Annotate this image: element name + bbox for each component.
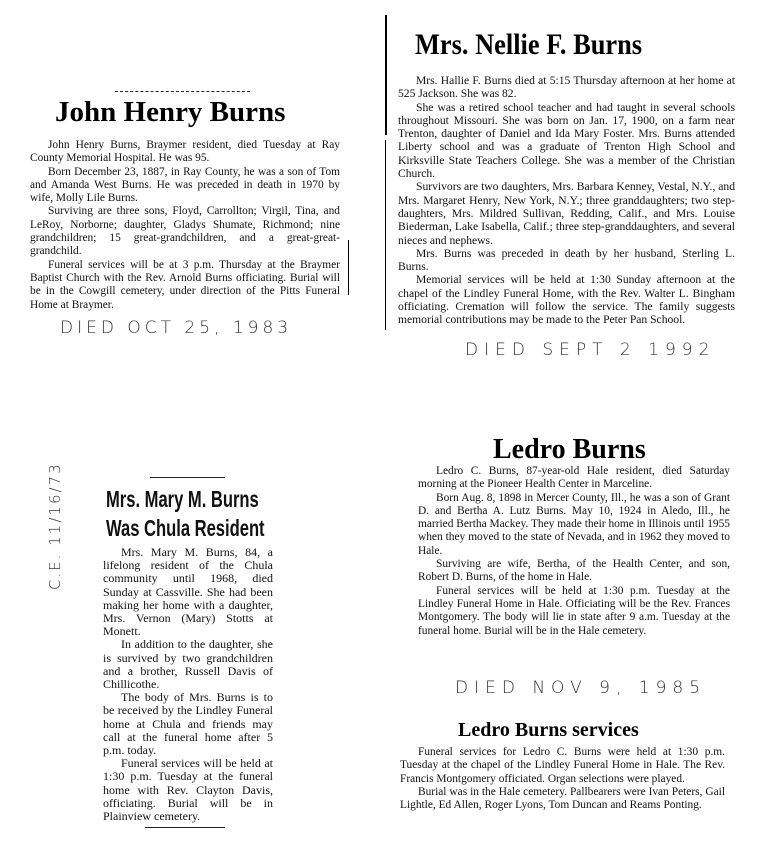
clipping-edge [385,140,386,330]
obituary-body-nellie-burns [398,74,735,327]
obituary-title-mary-burns-line1: Mrs. Mary M. Burns [106,486,259,512]
paragraph: Funeral services will be held at 1:30 p.m. Tuesday at the Lindley Funeral Home in Hale. Officiating will be the Rev. Frances Montgomery. The body will lie in state after 9 a.m. Tuesday at the funeral home. Burial will be in the Hale cemetery. [418,584,730,637]
paragraph: Ledro C. Burns, 87-year-old Hale resident, died Saturday morning at the Pioneer Health Center in Marceline. [418,465,730,491]
paragraph: Funeral services will be at 3 p.m. Thursday at the Braymer Baptist Church with the Rev. Arnold Burns officiating. Burial will be in the Cowgill cemetery, under direction of the Pitts Funeral Home at Braymer. [30,258,340,311]
paragraph: Memorial services will be held at 1:30 Sunday afternoon at the chapel of the Lindley Funeral Home, with the Rev. Walter L. Bingham officiating. Cremation will follow the service. The family suggests memorial contributions may be made to the Peter Pan School. [398,273,735,327]
clipping-rule [145,827,225,828]
article-body-ledro-burns-services [400,746,725,812]
paragraph: John Henry Burns, Braymer resident, died Tuesday at Ray County Memorial Hospital. He was 95. [30,139,340,165]
obituary-body-mary-burns [103,546,273,823]
paragraph: In addition to the daughter, she is survived by two grandchildren and a brother, Russell Davis of Chillicothe. [103,637,273,692]
obituary-body-ledro-burns [418,465,730,638]
handwritten-death-date: DIED OCT 25, 1983 [60,318,293,338]
paragraph: Funeral services for Ledro C. Burns were held at 1:30 p.m. Tuesday at the chapel of the Lindley Funeral Home in Hale. The Rev. Francis Montgomery officiated. Organ selections were played. [400,746,725,785]
clipping-rule [115,91,250,92]
obituary-title-nellie-burns: Mrs. Nellie F. Burns [415,28,643,61]
paragraph: Mrs. Mary M. Burns, 84, a lifelong resident of the Chula community until 1968, died Sunday at Cassville. She had been making her home with a daughter, Mrs. Vernon (Mary) Stotts at Monett. [103,545,273,639]
paragraph: Mrs. Hallie F. Burns died at 5:15 Thursday afternoon at her home at 525 Jackson. She was 82. [398,74,735,101]
clipping-edge [385,15,387,135]
paragraph: Surviving are wife, Bertha, of the Health Center, and son, Robert D. Burns, of the home in Hale. [418,558,730,584]
paragraph: Burial was in the Hale cemetery. Pallbearers were Ivan Peters, Gail Lightle, Ed Allen, Roger Lyons, Tom Duncan and Reams Ponting. [400,785,725,812]
article-title-ledro-burns-services: Ledro Burns services [458,719,639,741]
obituary-title-john-henry-burns: John Henry Burns [55,96,286,128]
clipping-edge [348,240,349,295]
obituary-body-john-henry-burns [30,139,340,312]
clipping-rule [150,477,225,478]
paragraph: Born Aug. 8, 1898 in Mercer County, Ill., he was a son of Grant D. and Bertha A. Lutz Burns. May 10, 1924 in Aledo, Ill., he married Bertha Mackey. They made their home in Illinois until 1955 when they moved to the state of Nevada, and in 1962 they moved to Hale. [418,491,730,557]
paragraph: Born December 23, 1887, in Ray County, he was a son of Tom and Amanda West Burns. He was preceded in death in 1970 by wife, Molly Lile Burns. [30,165,340,205]
handwritten-date-note: C.E. 11/16/73 [46,462,64,590]
paragraph: Survivors are two daughters, Mrs. Barbara Kenney, Vestal, N.Y., and Mrs. Margaret Henry, New York, N.Y.; three granddaughters; two step-daughters, Mrs. Mildred Sullivan, Redding, Calif., and Mrs. Louise Biederman, Lake Isabella, Calif.; three step-granddaughters, and several nieces and nephews. [398,180,735,247]
handwritten-death-date: DIED NOV 9, 1985 [455,678,707,698]
obituary-title-mary-burns-line2: Was Chula Resident [106,515,265,541]
paragraph: The body of Mrs. Burns is to be received by the Lindley Funeral home at Chula and friends may call at the funeral home after 5 p.m. today. [103,690,273,758]
paragraph: Mrs. Burns was preceded in death by her husband, Sterling L. Burns. [398,246,735,274]
paragraph: She was a retired school teacher and had taught in several schools throughout Missouri. She was born on Jan. 17, 1900, on a farm near Trenton, daughter of Daniel and Ida Mary Foster. Mrs. Burns attended Liberty school and was a graduate of Trenton High School and Kirksville State Teachers College. She was a member of the Christian Church. [398,100,735,181]
obituary-title-ledro-burns: Ledro Burns [493,434,646,465]
paragraph: Surviving are three sons, Floyd, Carrollton; Virgil, Tina, and LeRoy, Norborne; daughter, Gladys Shumate, Richmond; nine grandchildren; 15 great-grandchildren, and a great-great-grandchild. [30,205,340,258]
handwritten-death-date: DIED SEPT 2 1992 [465,340,716,360]
paragraph: Funeral services will be held at 1:30 p.m. Tuesday at the funeral home with Rev. Clayton Davis, officiating. Burial will be in Plainview cemetery. [103,756,273,824]
